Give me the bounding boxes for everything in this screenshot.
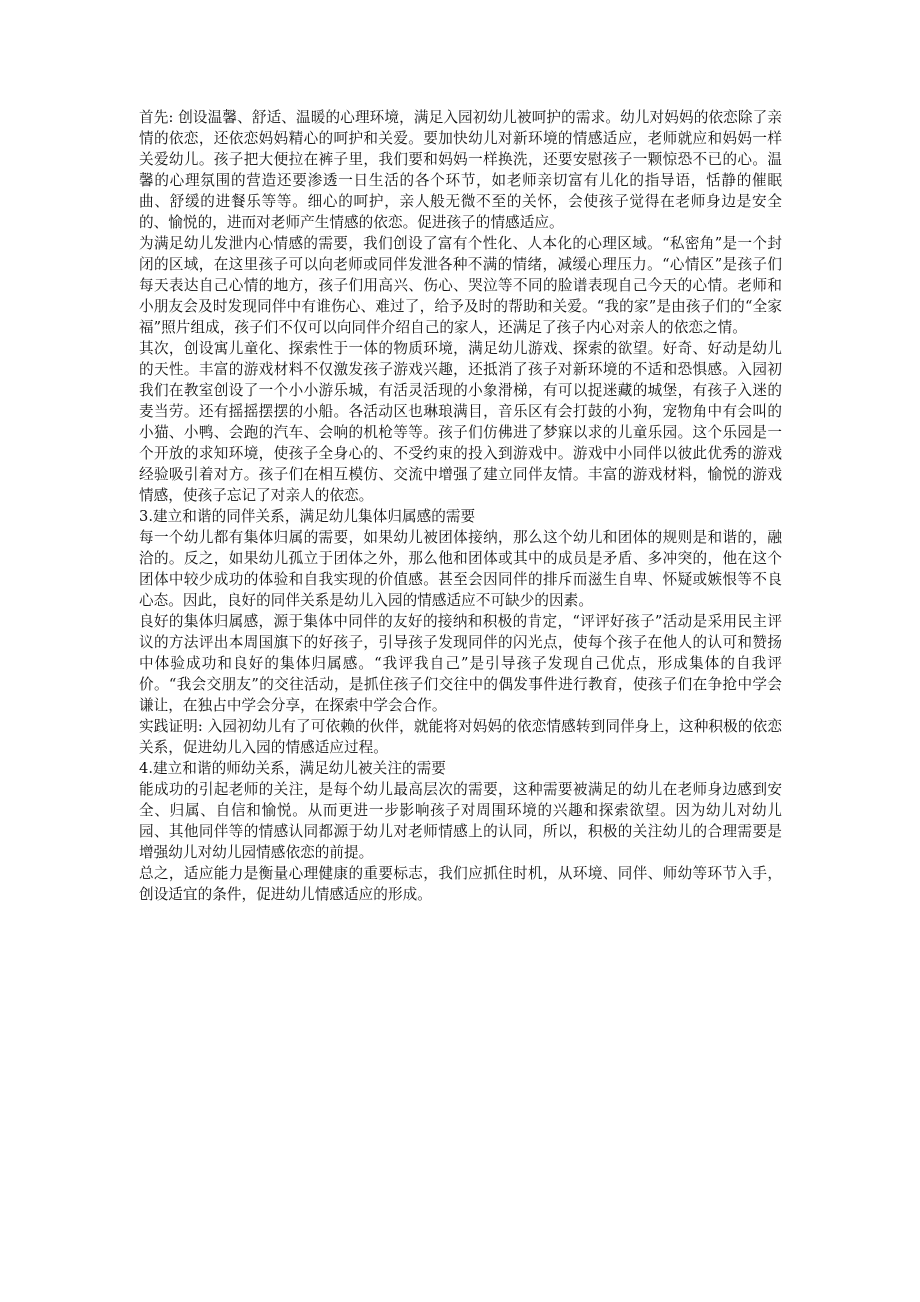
section-heading-3: 3.建立和谐的同伴关系，满足幼儿集体归属感的需要 bbox=[139, 508, 476, 525]
paragraph-7: 能成功的引起老师的关注，是每个幼儿最高层次的需要，这种需要被满足的幼儿在老师身边感到安全、归属、自信和愉悦。从而更进一步影响孩子对周围环境的兴趣和探索欲望。因为幼儿对幼儿园、其他同伴等的情感认同都源于幼儿对老师情感上的认同，所以，积极的关注幼儿的合理需要是增强幼儿对幼儿园情感依恋的前提。 bbox=[139, 781, 782, 861]
paragraph-6: 实践证明: 入园初幼儿有了可依赖的伙伴，就能将对妈妈的依恋情感转到同伴身上，这种积极的依恋关系，促进幼儿入园的情感适应过程。 bbox=[139, 718, 782, 756]
paragraph-2: 为满足幼儿发泄内心情感的需要，我们创设了富有个性化、人本化的心理区域。“私密角”是一个封闭的区域，在这里孩子可以向老师或同伴发泄各种不满的情绪，减缓心理压力。“心情区”是孩子们每天表达自己心情的地方，孩子们用高兴、伤心、哭泣等不同的脸谱表现自己今天的心情。老师和小朋友会及时发现同伴中有谁伤心、难过了，给予及时的帮助和关爱。“我的家”是由孩子们的“全家福”照片组成，孩子们不仅可以向同伴介绍自己的家人，还满足了孩子内心对亲人的依恋之情。 bbox=[139, 235, 782, 336]
section-heading-4: 4.建立和谐的师幼关系，满足幼儿被关注的需要 bbox=[139, 760, 446, 777]
paragraph-5: 良好的集体归属感，源于集体中同伴的友好的接纳和积极的肯定，“评评好孩子”活动是采用民主评议的方法评出本周国旗下的好孩子，引导孩子发现同伴的闪光点，使每个孩子在他人的认可和赞扬中体验成功和良好的集体归属感。“我评我自己”是引导孩子发现自己优点，形成集体的自我评价。“我会交朋友”的交往活动，是抓住孩子们交往中的偶发事件进行教育，使孩子们在争抢中学会谦让，在独占中学会分享，在探索中学会合作。 bbox=[139, 613, 782, 714]
document-body bbox=[139, 107, 782, 905]
paragraph-3: 其次，创设寓儿童化、探索性于一体的物质环境，满足幼儿游戏、探索的欲望。好奇、好动是幼儿的天性。丰富的游戏材料不仅激发孩子游戏兴趣，还抵消了孩子对新环境的不适和恐惧感。入园初我们在教室创设了一个小小游乐城，有活灵活现的小象滑梯，有可以捉迷藏的城堡，有孩子入迷的麦当劳。还有摇摇摆摆的小船。各活动区也琳琅满目，音乐区有会打鼓的小狗，宠物角中有会叫的小猫、小鸭、会跑的汽车、会响的机枪等等。孩子们仿佛进了梦寐以求的儿童乐园。这个乐园是一个开放的求知环境，使孩子全身心的、不受约束的投入到游戏中。游戏中小同伴以彼此优秀的游戏经验吸引着对方。孩子们在相互模仿、交流中增强了建立同伴友情。丰富的游戏材料，愉悦的游戏情感，使孩子忘记了对亲人的依恋。 bbox=[139, 340, 782, 504]
paragraph-1: 首先: 创设温馨、舒适、温暖的心理环境，满足入园初幼儿被呵护的需求。幼儿对妈妈的依恋除了亲情的依恋，还依恋妈妈精心的呵护和关爱。要加快幼儿对新环境的情感适应，老师就应和妈妈一样关爱幼儿。孩子把大便拉在裤子里，我们要和妈妈一样换洗，还要安慰孩子一颗惊恐不已的心。温馨的心理氛围的营造还要渗透一日生活的各个环节，如老师亲切富有儿化的指导语，恬静的催眠曲、舒缓的进餐乐等等。细心的呵护，亲人般无微不至的关怀，会使孩子觉得在老师身边是安全的、愉悦的，进而对老师产生情感的依恋。促进孩子的情感适应。 bbox=[139, 109, 782, 231]
paragraph-4: 每一个幼儿都有集体归属的需要，如果幼儿被团体接纳，那么这个幼儿和团体的规则是和谐的，融洽的。反之，如果幼儿孤立于团体之外，那么他和团体或其中的成员是矛盾、多冲突的，他在这个团体中较少成功的体验和自我实现的价值感。甚至会因同伴的排斥而滋生自卑、怀疑或嫉恨等不良心态。因此，良好的同伴关系是幼儿入园的情感适应不可缺少的因素。 bbox=[139, 529, 782, 609]
paragraph-8: 总之，适应能力是衡量心理健康的重要标志，我们应抓住时机，从环境、同伴、师幼等环节入手，创设适宜的条件，促进幼儿情感适应的形成。 bbox=[139, 865, 782, 903]
